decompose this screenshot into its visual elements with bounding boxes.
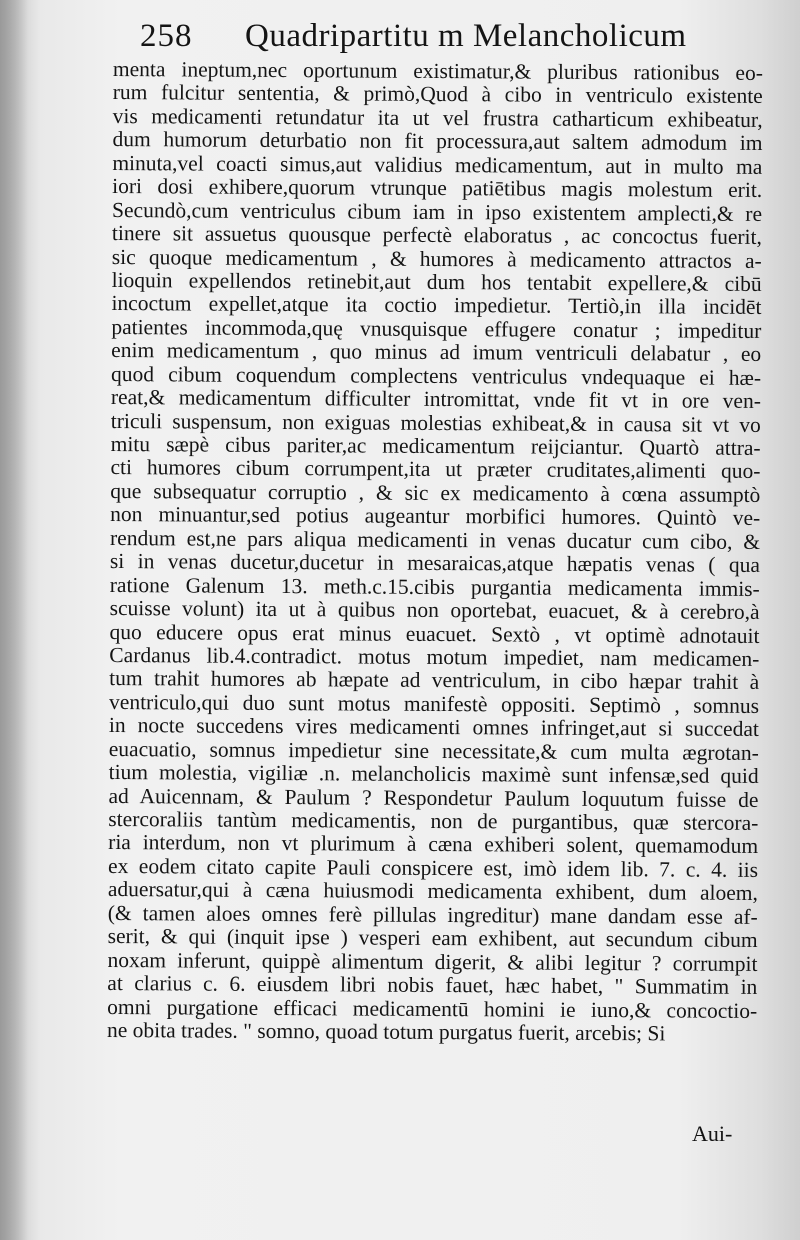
text-line: stercoraliis tantùm medicamentis, non de purgantibus, quæ stercora- xyxy=(108,806,759,835)
text-line: iori dosi exhibere,quorum vtrunque patiētibus magis molestum erit. xyxy=(112,174,763,203)
text-line: que subsequatur corruptio , & sic ex medicamento à cœna assumptò xyxy=(110,478,761,507)
text-line: reat,& medicamentum difficulter intromittat, vnde fit vt in ore ven- xyxy=(110,385,761,414)
text-line: in nocte succedens vires medicamenti omnes infringet,aut si succedat xyxy=(108,713,759,742)
text-line: tum trahit humores ab hæpate ad ventriculum, in cibo hæpar trahit à xyxy=(109,666,760,695)
text-line: ventriculo,qui duo sunt motus manifestè oppositi. Septimò , somnus xyxy=(108,689,760,718)
text-line: ex eodem citato capite Pauli conspicere est, imò idem lib. 7. c. 4. iis xyxy=(107,853,759,882)
text-line: ria interdum, non vt plurimum à cæna exhiberi solent, quemamodum xyxy=(108,830,759,859)
text-line: quo educere opus erat minus euacuet. Sextò , vt optimè adnotauit xyxy=(109,619,760,648)
running-title: Quadripartitu m Melancholicum xyxy=(245,18,687,54)
text-line: lioquin expellendos retinebit,aut dum hos tentabit expellere,& cibū xyxy=(111,267,762,296)
text-line: minuta,vel coacti simus,aut validius medicamentum, aut in multo ma xyxy=(112,150,763,179)
text-line: enim medicamentum , quo minus ad imum ventriculi delabatur , eo xyxy=(111,338,762,367)
text-line: patientes incommoda,quę vnusquisque effugere conatur ; impeditur xyxy=(111,314,762,343)
page-number: 258 xyxy=(140,18,193,54)
body-text xyxy=(107,58,763,1046)
text-line: tinere sit assuetus quousque perfectè elaboratus , ac concoctus fuerit, xyxy=(111,221,762,250)
text-line: ne obita trades. " somno, quoad totum purgatus fuerit, arcebis; Si xyxy=(106,1017,666,1046)
text-line: tium molestia, vigiliæ .n. melancholicis maximè sunt infensæ,sed quid xyxy=(108,760,759,789)
text-line: dum humorum deturbatio non fit processura,aut saltem admodum im xyxy=(112,127,763,156)
text-line: euacuatio, somnus impedietur sine necessitate,& cum multa ægrotan- xyxy=(108,736,759,765)
text-line: at clarius c. 6. eiusdem libri nobis fauet, hæc habet, " Summatim in xyxy=(107,971,758,1000)
text-line: ratione Galenum 13. meth.c.15.cibis purgantia medicamenta immis- xyxy=(109,572,760,601)
text-line: (& tamen aloes omnes ferè pillulas ingreditur) mane dandam esse af- xyxy=(107,900,758,929)
text-line: serit, & qui (inquit ipse ) vesperi eam exhibent, aut secundum cibum xyxy=(107,924,758,953)
text-line: cti humores cibum corrumpent,ita ut præter cruditates,alimenti quo- xyxy=(110,455,761,484)
text-line: omni purgatione efficaci medicamentū homini ie iuno,& concoctio- xyxy=(107,994,758,1023)
text-line: incoctum expellet,atque ita coctio impedietur. Tertiò,in illa incidēt xyxy=(111,291,762,320)
text-line: Cardanus lib.4.contradict. motus motum impediet, nam medicamen- xyxy=(109,642,760,671)
text-line: aduersatur,qui à cæna huiusmodi medicamenta exhibent, dum aloem, xyxy=(107,877,758,906)
text-line: mitu sæpè cibus pariter,ac medicamentum reijciantur. Quartò attra- xyxy=(110,431,761,460)
text-line: sic quoque medicamentum , & humores à medicamento attractos a- xyxy=(111,244,762,273)
text-line: non minuantur,sed potius augeantur morbifici humores. Quintò ve- xyxy=(110,502,761,531)
page-header xyxy=(110,14,750,58)
text-line: triculi suspensum, non exiguas molestias exhibeat,& in causa sit vt vo xyxy=(110,408,761,437)
text-line: ad Auicennam, & Paulum ? Respondetur Paulum loquutum fuisse de xyxy=(108,783,759,812)
text-line: noxam inferunt, quippè alimentum digerit, & alibi legitur ? corrumpit xyxy=(107,947,758,976)
text-line: scuisse volunt) ita ut à quibus non oportebat, euacuet, & à cerebro,à xyxy=(109,596,760,625)
text-line: rum fulcitur sententia, & primò,Quod à cibo in ventriculo existente xyxy=(112,80,763,109)
text-line: rendum est,ne pars aliqua medicamenti in venas ducatur cum cibo, & xyxy=(109,525,761,554)
text-line: si in venas ducetur,ducetur in mesaraicas,atque hæpatis venas ( qua xyxy=(109,549,760,578)
text-line: Secundò,cum ventriculus cibum iam in ipso existentem amplecti,& re xyxy=(112,197,763,226)
text-line: quod cibum coquendum complectens ventriculus vndequaque ei hæ- xyxy=(110,361,762,390)
text-line: menta ineptum,nec oportunum existimatur,& pluribus rationibus eo- xyxy=(112,57,763,85)
catchword: Aui- xyxy=(692,1121,733,1146)
text-line: vis medicamenti retundatur ita ut vel frustra catharticum exhibeatur, xyxy=(112,103,763,132)
